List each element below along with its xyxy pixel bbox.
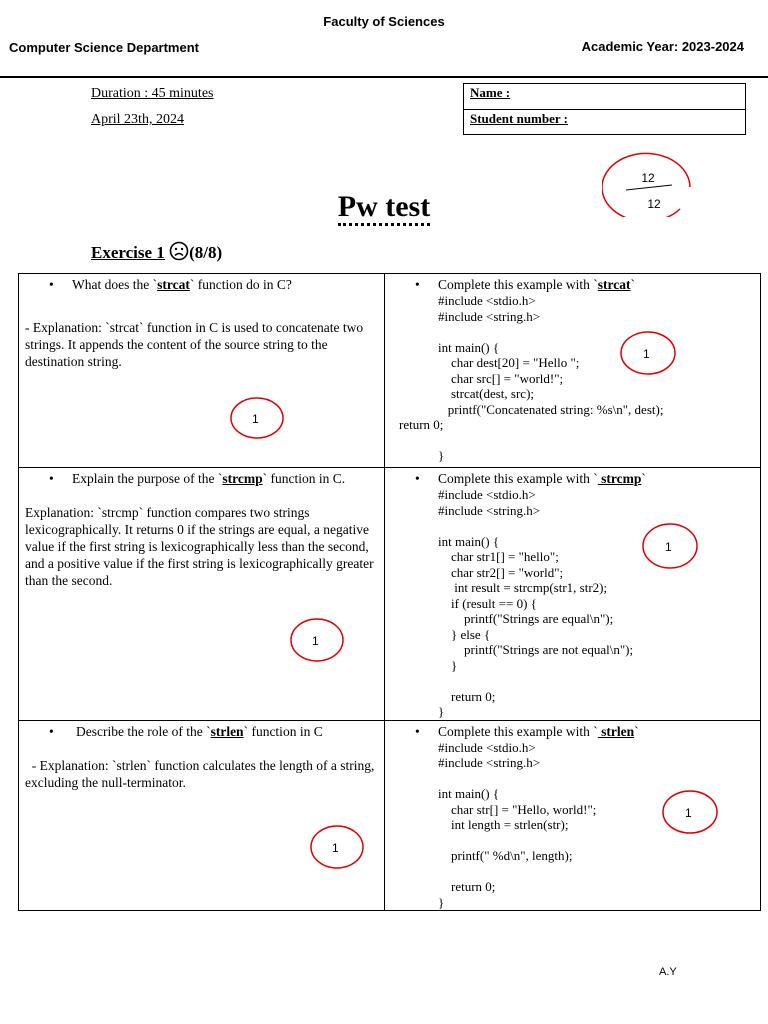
svg-text:1: 1	[685, 805, 692, 820]
answer-text: - Explanation: `strcat` function in C is used to concatenate two strings. It appends the content of the source string to the destination string.	[25, 320, 364, 369]
question-cell	[19, 720, 385, 911]
question-cell	[19, 274, 385, 468]
academic-year: Academic Year: 2023-2024	[581, 39, 744, 54]
table-row	[19, 720, 761, 911]
name-label: Name :	[470, 85, 511, 100]
header-divider	[0, 76, 768, 78]
svg-text:1: 1	[332, 840, 339, 855]
exercise-points: (8/8)	[189, 243, 223, 262]
example-instruction: • Complete this example with `strcat`	[415, 277, 635, 292]
answer-text: - Explanation: `strlen` function calculates the length of a string, excluding the null-terminator.	[25, 757, 378, 790]
example-instruction: • Complete this example with ` strlen`	[415, 723, 639, 739]
footer-initials: A.Y	[659, 966, 677, 978]
example-cell	[385, 274, 761, 468]
name-row[interactable]	[464, 84, 745, 110]
code-block: #include <stdio.h> #include <string.h> int main() { char str1[] = "hello"; char str2[] = "world"; int result = strcmp(str1, str2); if (result == 0) { printf("Strings are equal\n"); } else { printf("Strings are not equal\n"); } return 0; }	[438, 487, 634, 719]
page-title: Pw test	[0, 190, 768, 224]
score-obtained: 12	[641, 171, 655, 185]
example-cell	[385, 468, 761, 721]
exercise-label: Exercise 1	[91, 243, 165, 262]
svg-text:1: 1	[665, 540, 672, 554]
example-cell	[385, 720, 761, 911]
svg-text:1: 1	[312, 634, 319, 648]
exam-date: April 23th, 2024	[91, 112, 184, 127]
sad-face-icon	[169, 241, 189, 261]
student-number-label: Student number :	[470, 111, 569, 126]
exercise-table	[18, 273, 761, 911]
answer-text: Explanation: `strcmp` function compares two strings lexicographically. It returns 0 if the strings are equal, a negative value if the first string is lexicographically less than the second, and a positive value if the first string is lexicographically greater than the second.	[25, 505, 374, 588]
mark-circle	[309, 824, 365, 870]
score-total: 12	[647, 197, 661, 211]
svg-text:1: 1	[643, 347, 650, 361]
mark-circle	[289, 617, 345, 663]
question-text: • Describe the role of the `strlen` function in C	[49, 723, 323, 739]
example-instruction: • Complete this example with ` strcmp`	[415, 471, 646, 486]
faculty-heading: Faculty of Sciences	[323, 14, 445, 29]
code-return-line: return 0;	[399, 417, 444, 432]
table-row	[19, 468, 761, 721]
mark-circle	[641, 522, 699, 570]
question-text: • What does the `strcat` function do in C?	[49, 277, 292, 292]
student-info-box	[463, 83, 746, 135]
exercise-heading	[91, 241, 222, 263]
mark-circle	[229, 396, 285, 440]
department-heading: Computer Science Department	[9, 40, 199, 55]
svg-text:1: 1	[252, 412, 259, 426]
student-number-row[interactable]	[464, 110, 745, 135]
question-cell	[19, 468, 385, 721]
question-text: • Explain the purpose of the `strcmp` function in C.	[49, 471, 346, 486]
mark-circle	[619, 330, 677, 376]
code-block: #include <stdio.h> #include <string.h> int main() { char str[] = "Hello, world!"; int length = strlen(str); printf(" %d\n", length); return 0; }	[438, 739, 597, 910]
code-block: #include <stdio.h> #include <string.h> int main() { char dest[20] = "Hello "; char src[] = "world!"; strcat(dest, src); printf("Concatenated string: %s\n", dest); return 0; }	[385, 293, 760, 464]
table-row	[19, 274, 761, 468]
mark-circle	[661, 789, 719, 835]
duration-text: Duration : 45 minutes	[91, 86, 214, 101]
